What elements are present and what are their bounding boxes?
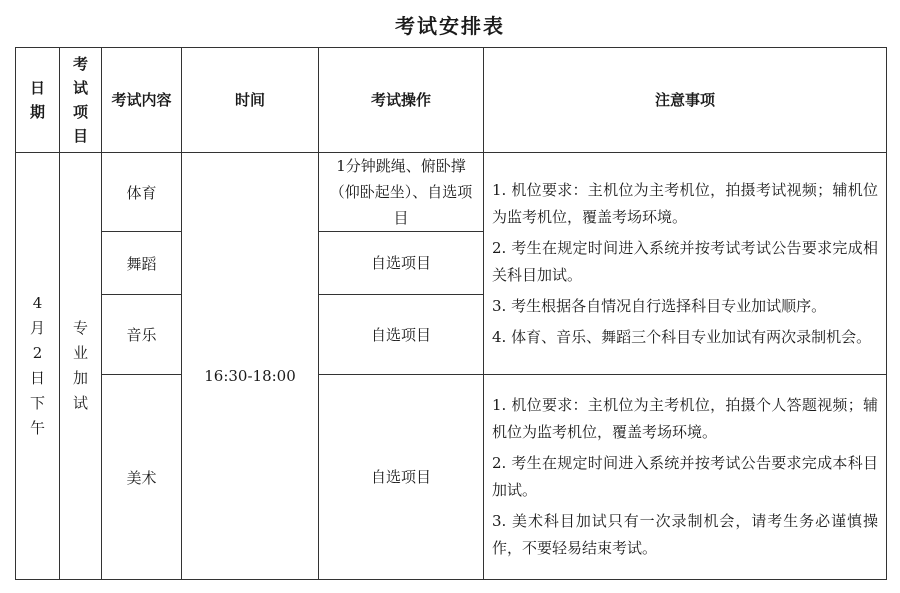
- header-item: 考试项目: [60, 48, 102, 153]
- header-operation: 考试操作: [319, 48, 484, 153]
- header-date: 日期: [16, 48, 60, 153]
- operation-cell: 自选项目: [319, 232, 484, 295]
- header-time: 时间: [182, 48, 319, 153]
- note-item: 2. 考生在规定时间进入系统并按考试考试公告要求完成相关科目加试。: [492, 238, 878, 284]
- note-item: 1. 机位要求：主机位为主考机位，拍摄个人答题视频；辅机位为监考机位，覆盖考场环境。: [492, 396, 878, 441]
- content-cell: 体育: [102, 153, 182, 232]
- exam-schedule-table: [15, 47, 887, 580]
- table-row: [16, 375, 887, 580]
- note-item: 4. 体育、音乐、舞蹈三个科目专业加试有两次录制机会。: [492, 327, 872, 346]
- note-item: 1. 机位要求：主机位为主考机位，拍摄考试视频；辅机位为监考机位，覆盖考场环境。: [492, 180, 878, 226]
- header-row: [16, 48, 887, 153]
- notes-cell-group2: [484, 375, 887, 580]
- time-cell: 16:30-18:00: [182, 153, 319, 580]
- page-title: 考试安排表: [395, 14, 505, 38]
- notes-cell-group1: [484, 153, 887, 375]
- header-content: 考试内容: [102, 48, 182, 153]
- table-row: [16, 153, 887, 232]
- item-cell: 专业加试: [60, 153, 102, 580]
- content-cell: 美术: [102, 375, 182, 580]
- header-notes: 注意事项: [484, 48, 887, 153]
- note-item: 3. 美术科目加试只有一次录制机会，请考生务必谨慎操作，不要轻易结束考试。: [492, 512, 878, 557]
- content-cell: 音乐: [102, 295, 182, 375]
- note-item: 3. 考生根据各自情况自行选择科目专业加试顺序。: [492, 296, 827, 315]
- operation-cell: 自选项目: [319, 295, 484, 375]
- note-item: 2. 考生在规定时间进入系统并按考试公告要求完成本科目加试。: [492, 454, 878, 499]
- content-cell: 舞蹈: [102, 232, 182, 295]
- date-cell: 4月2日下午: [16, 153, 60, 580]
- operation-cell: 自选项目: [319, 375, 484, 580]
- operation-cell: 1分钟跳绳、俯卧撑（仰卧起坐）、自选项目: [319, 153, 484, 232]
